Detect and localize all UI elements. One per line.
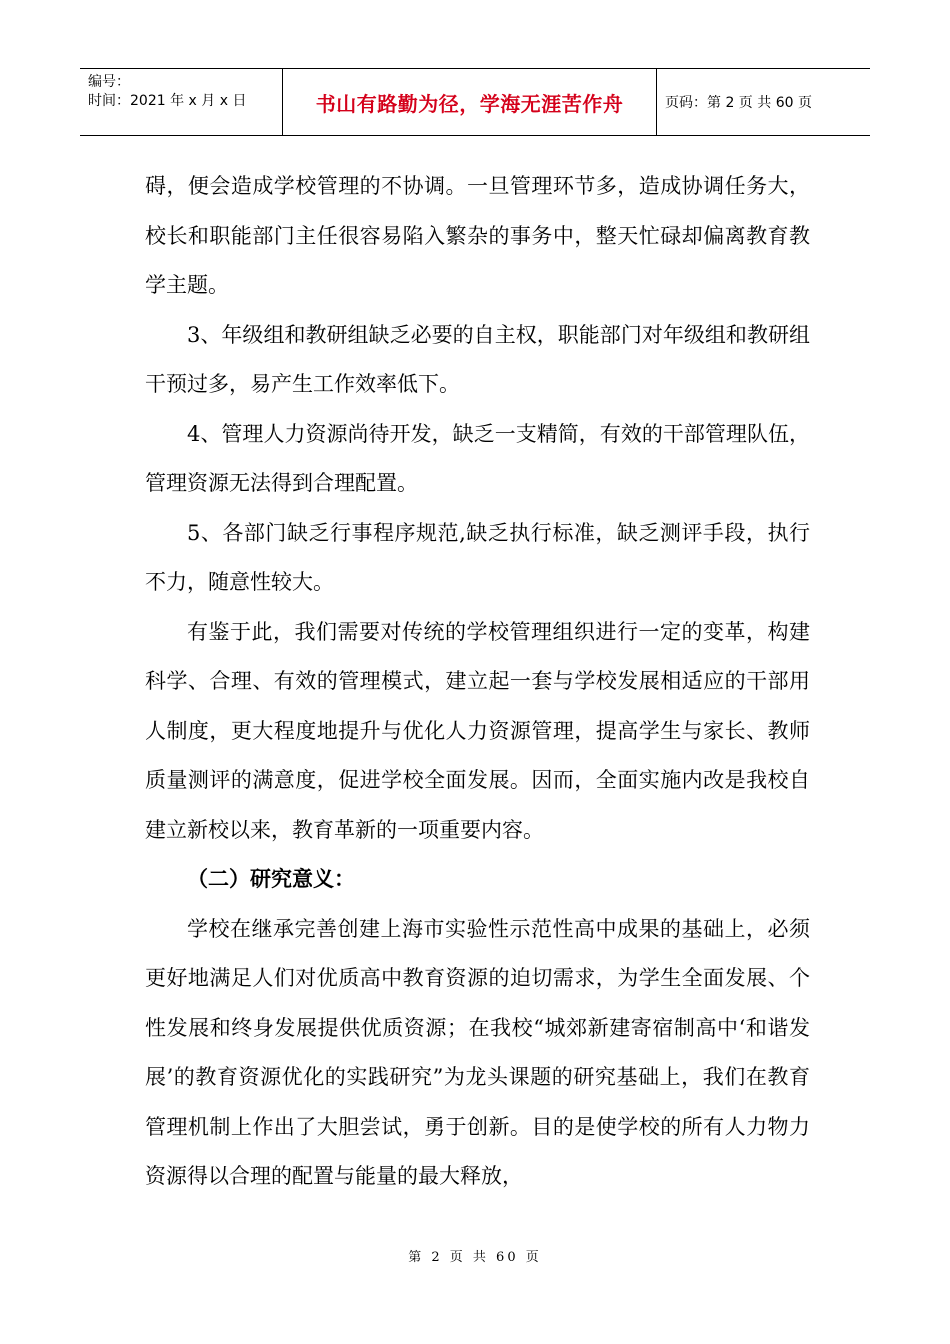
paragraph-item-3: 3、年级组和教研组缺乏必要的自主权，职能部门对年级组和教研组干预过多，易产生工作效率低下。 xyxy=(145,322,810,396)
header-page-info: 页码：第 2 页 共 60 页 xyxy=(665,95,812,111)
time-label: 时间：2021 年 x 月 x 日 xyxy=(88,93,247,109)
number-label: 编号： xyxy=(88,74,130,90)
paragraph-item-5: 5、各部门缺乏行事程序规范,缺乏执行标准，缺乏测评手段，执行不力，随意性较大。 xyxy=(145,520,810,594)
page-footer: 第 2 页 共 60 页 xyxy=(408,1250,542,1265)
document-body xyxy=(145,162,810,1202)
section-heading: （二）研究意义： xyxy=(187,867,355,891)
header-meta xyxy=(80,69,283,135)
paragraph-significance: 学校在继承完善创建上海市实验性示范性高中成果的基础上，必须更好地满足人们对优质高中教育资源的迫切需求，为学生全面发展、个性发展和终身发展提供优质资源；在我校“城郊新建寄宿制高中‘和谐发展’的教育资源优化的实践研究”为龙头课题的研究基础上，我们在教育管理机制上作出了大胆尝试，勇于创新。目的是使学校的所有人力物力资源得以合理的配置与能量的最大释放， xyxy=(145,916,810,1188)
paragraph-continuation: 碍，便会造成学校管理的不协调。一旦管理环节多，造成协调任务大，校长和职能部门主任很容易陷入繁杂的事务中，整天忙碌却偏离教育教学主题。 xyxy=(145,174,810,297)
header-motto: 书山有路勤为径，学海无涯苦作舟 xyxy=(283,69,657,135)
paragraph-item-4: 4、管理人力资源尚待开发，缺乏一支精简，有效的干部管理队伍，管理资源无法得到合理配置。 xyxy=(145,421,810,495)
document-header xyxy=(80,68,870,136)
paragraph-summary: 有鉴于此，我们需要对传统的学校管理组织进行一定的变革，构建科学、合理、有效的管理模式，建立起一套与学校发展相适应的干部用人制度，更大程度地提升与优化人力资源管理，提高学生与家长、教师质量测评的满意度，促进学校全面发展。因而，全面实施内改是我校自建立新校以来，教育革新的一项重要内容。 xyxy=(145,619,810,842)
